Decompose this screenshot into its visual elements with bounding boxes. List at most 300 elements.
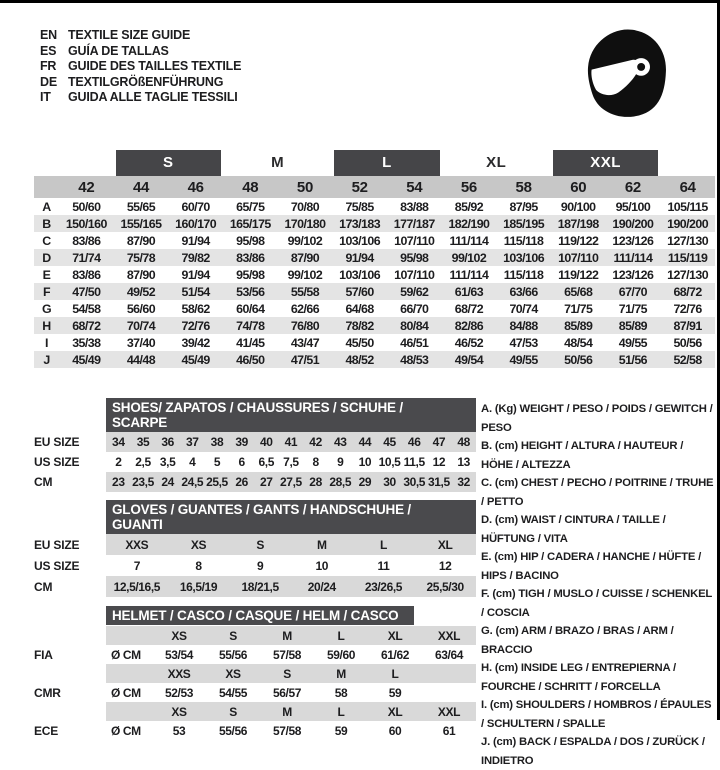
measure-row — [34, 249, 715, 266]
measure-cell: 49/55 — [618, 335, 648, 350]
shoes-table — [34, 398, 476, 492]
measure-letter: I — [45, 335, 48, 350]
helmet-unit-label: Ø CM — [111, 723, 141, 738]
measure-cell: 70/74 — [509, 301, 538, 316]
shoes-title-row — [34, 398, 476, 432]
size-band-row — [34, 150, 715, 176]
measure-cell: 87/90 — [126, 233, 156, 248]
helmet-row — [34, 721, 476, 740]
helmet-cell: 60 — [388, 723, 402, 738]
language-row — [34, 75, 241, 91]
measure-cell: 185/195 — [496, 215, 551, 232]
shoes-cell: 38 — [205, 432, 230, 452]
measure-cell: 76/80 — [278, 317, 333, 334]
measure-cell: 49/54 — [442, 351, 497, 368]
helmet-cell: XL — [368, 626, 422, 645]
measure-cell: 70/80 — [290, 199, 320, 214]
measure-cell: 46/51 — [400, 335, 429, 350]
shoes-cell: 23,5 — [131, 472, 156, 492]
size-header-cell: 64 — [660, 176, 715, 198]
helmet-row-label — [34, 702, 106, 721]
size-header-cell: 44 — [114, 176, 169, 198]
measure-cell: 165/175 — [223, 215, 278, 232]
guide-title: GUÍA DE TALLAS — [68, 43, 169, 58]
shoes-cell: 30 — [377, 472, 402, 492]
measure-cell: 155/165 — [114, 215, 169, 232]
measure-cell: 50/60 — [72, 199, 101, 214]
measure-cell: 49/55 — [496, 351, 551, 368]
racing-helmet-icon — [582, 28, 672, 120]
language-row — [34, 28, 241, 44]
size-header-corner — [34, 176, 59, 198]
measure-cell: 52/58 — [660, 351, 715, 368]
shoes-cell: 35 — [131, 432, 156, 452]
measure-cell: 55/65 — [126, 199, 156, 214]
size-header-cell: 56 — [442, 176, 497, 198]
measure-letter: C — [42, 233, 51, 248]
size-header-cell: 42 — [59, 176, 114, 198]
measure-cell: 83/88 — [400, 199, 429, 214]
legend-item: A. (Kg) WEIGHT / PESO / POIDS / GEWITCH / PESO — [481, 403, 713, 434]
helmet-cell — [422, 664, 476, 683]
size-band-cell — [551, 150, 660, 176]
shoes-cell: 23 — [106, 472, 131, 492]
measure-cell: 91/94 — [181, 233, 210, 248]
gloves-cell: S — [229, 534, 291, 555]
helmet-cell: 61/62 — [380, 647, 410, 662]
measure-cell: 190/200 — [660, 215, 715, 232]
shoes-cell: 5 — [213, 455, 221, 469]
gloves-section-title: GLOVES / GUANTES / GANTS / HANDSCHUHE / GUANTI — [106, 500, 476, 534]
measure-cell: 62/66 — [290, 301, 320, 316]
measure-cell: 60/64 — [236, 301, 265, 316]
helmet-row-label — [34, 664, 106, 683]
helmet-cell: XS — [152, 626, 206, 645]
measure-cell: 68/72 — [454, 301, 484, 316]
gloves-cell: 20/24 — [291, 576, 353, 597]
measure-cell: 107/110 — [394, 267, 435, 282]
shoes-row — [34, 452, 476, 472]
measure-cell: 150/160 — [59, 215, 114, 232]
measure-cell: 56/60 — [126, 301, 156, 316]
helmet-cell: M — [314, 664, 368, 683]
helmet-title-row — [34, 605, 476, 626]
helmet-cell: L — [368, 664, 422, 683]
helmet-cell: XS — [206, 664, 260, 683]
size-band-cell — [442, 150, 551, 176]
language-code: EN — [40, 28, 57, 42]
size-header-row — [34, 176, 715, 198]
size-band-label: M — [271, 154, 285, 171]
measure-cell: 64/68 — [345, 301, 374, 316]
textile-size-guide-page — [0, 3, 717, 767]
helmet-row-label: ECE — [34, 723, 59, 738]
measure-cell: 123/126 — [612, 233, 654, 248]
helmet-cell: 55/56 — [218, 723, 248, 738]
gloves-cell: 7 — [133, 558, 140, 573]
measure-cell: 43/47 — [290, 335, 320, 350]
helmet-cell: 57/58 — [272, 723, 302, 738]
size-header-cell: 62 — [606, 176, 661, 198]
gloves-cell: M — [291, 534, 353, 555]
measure-row — [34, 351, 715, 368]
measure-cell: 95/98 — [236, 233, 265, 248]
measure-cell: 127/130 — [667, 267, 709, 282]
helmet-cell: 53/54 — [164, 647, 194, 662]
shoes-cell: 46 — [402, 432, 427, 452]
measure-cell: 78/82 — [332, 317, 387, 334]
shoes-cell: 26 — [229, 472, 254, 492]
measure-cell: 49/52 — [114, 283, 169, 300]
helmet-cell: 59 — [388, 685, 402, 700]
measure-cell: 63/66 — [496, 283, 551, 300]
measure-cell: 46/52 — [454, 335, 484, 350]
language-row — [34, 59, 241, 75]
shoes-row — [34, 432, 476, 452]
size-header-cell: 54 — [387, 176, 442, 198]
lower-sections — [34, 398, 717, 770]
measure-letter: A — [42, 199, 51, 214]
shoes-row-label: US SIZE — [34, 455, 80, 469]
measure-cell: 85/92 — [454, 199, 484, 214]
gloves-title-spacer — [34, 500, 106, 534]
gloves-row-label: US SIZE — [34, 558, 80, 573]
page-header — [34, 3, 717, 115]
legend-item: H. (cm) INSIDE LEG / ENTREPIERNA / FOURCHE / SCHRITT / FORCELLA — [481, 662, 676, 693]
helmet-cell — [422, 683, 476, 702]
helmet-cell: 57/58 — [272, 647, 302, 662]
helmet-section-title: HELMET / CASCO / CASQUE / HELM / CASCO — [106, 606, 414, 625]
gloves-cell: L — [353, 534, 415, 555]
measure-cell: 68/72 — [59, 317, 114, 334]
size-band-label — [660, 150, 715, 176]
gloves-row — [34, 576, 476, 597]
guide-title: GUIDA ALLE TAGLIE TESSILI — [68, 90, 238, 105]
legend-item: J. (cm) BACK / ESPALDA / DOS / ZURÜCK / INDIETRO — [481, 736, 705, 767]
helmet-cell: XXL — [422, 702, 476, 721]
gloves-section — [34, 500, 476, 597]
legend-item: E. (cm) HIP / CADERA / HANCHE / HÜFTE / HIPS / BACINO — [481, 551, 702, 582]
measure-cell: 75/78 — [114, 249, 169, 266]
measure-cell: 71/75 — [618, 301, 648, 316]
measure-cell: 71/75 — [564, 301, 593, 316]
size-band-cell — [114, 150, 223, 176]
helmet-cell: S — [206, 702, 260, 721]
measure-cell: 87/91 — [660, 317, 715, 334]
shoes-cell: 48 — [451, 432, 476, 452]
shoes-cell: 25,5 — [205, 472, 230, 492]
measure-row — [34, 317, 715, 334]
shoes-cell: 13 — [457, 455, 470, 469]
measure-cell: 105/115 — [667, 199, 708, 214]
measure-cell: 103/106 — [496, 249, 551, 266]
measure-cell: 160/170 — [168, 215, 223, 232]
gloves-title-row — [34, 500, 476, 534]
helmet-cell: 55/56 — [218, 647, 248, 662]
measure-cell: 50/56 — [551, 351, 606, 368]
gloves-cell: 18/21,5 — [229, 576, 291, 597]
measure-cell: 107/110 — [394, 233, 435, 248]
gloves-cell: 16,5/19 — [168, 576, 230, 597]
gloves-table — [34, 500, 476, 597]
gloves-cell: XL — [414, 534, 476, 555]
helmet-row — [34, 702, 476, 721]
shoes-cell: 3,5 — [159, 455, 176, 469]
measure-cell: 47/51 — [278, 351, 333, 368]
measure-cell: 177/187 — [387, 215, 442, 232]
measure-cell: 83/86 — [223, 249, 278, 266]
shoes-cell: 24 — [155, 472, 180, 492]
helmet-row — [34, 664, 476, 683]
measure-cell: 74/78 — [223, 317, 278, 334]
measure-cell: 47/53 — [509, 335, 538, 350]
measure-cell: 90/100 — [560, 199, 596, 214]
measure-cell: 65/68 — [551, 283, 606, 300]
helmet-unit-label — [106, 664, 152, 683]
measure-cell: 95/98 — [387, 249, 442, 266]
measure-cell: 48/53 — [387, 351, 442, 368]
size-header-cell: 60 — [551, 176, 606, 198]
guide-title: TEXTILGRÖßENFÜHRUNG — [68, 74, 224, 89]
shoes-row — [34, 472, 476, 492]
shoes-section-title: SHOES/ ZAPATOS / CHAUSSURES / SCHUHE / SCARPE — [106, 398, 476, 432]
measure-cell: 111/114 — [449, 267, 489, 282]
measure-cell: 60/70 — [181, 199, 210, 214]
helmet-unit-label: Ø CM — [111, 647, 141, 662]
shoes-cell: 40 — [254, 432, 279, 452]
language-code: FR — [40, 59, 57, 74]
measure-cell: 99/102 — [287, 233, 323, 248]
measure-cell: 111/114 — [606, 249, 661, 266]
helmet-cell: M — [260, 702, 314, 721]
helmet-cell: S — [260, 664, 314, 683]
shoes-cell: 29 — [353, 472, 378, 492]
measure-cell: 61/63 — [442, 283, 497, 300]
legend-item: C. (cm) CHEST / PECHO / POITRINE / TRUHE / PETTO — [481, 477, 714, 508]
shoes-title-spacer — [34, 398, 106, 432]
gloves-cell: 25,5/30 — [414, 576, 476, 597]
measure-cell: 99/102 — [287, 267, 323, 282]
guide-title: TEXTILE SIZE GUIDE — [68, 28, 191, 42]
measure-row — [34, 334, 715, 351]
measure-cell: 83/86 — [72, 267, 101, 282]
measure-cell: 85/89 — [606, 317, 661, 334]
helmet-cell: 52/53 — [164, 685, 194, 700]
measure-cell: 79/82 — [168, 249, 223, 266]
language-code: DE — [40, 74, 57, 89]
helmet-unit-label — [106, 702, 152, 721]
guide-title: GUIDE DES TAILLES TEXTILE — [68, 59, 242, 74]
shoes-cell: 2 — [115, 455, 122, 469]
textile-size-table — [34, 150, 715, 368]
shoes-title-cell — [106, 398, 476, 432]
measure-cell: 54/58 — [72, 301, 101, 316]
measure-row — [34, 232, 715, 249]
measure-cell: 84/88 — [496, 317, 551, 334]
legend-item: G. (cm) ARM / BRAZO / BRAS / ARM / BRACCIO — [481, 625, 674, 656]
measure-letter: G — [41, 301, 52, 316]
size-band-label — [34, 150, 114, 176]
size-band-cell — [660, 150, 715, 176]
measure-cell: 91/94 — [181, 267, 210, 282]
measure-cell: 68/72 — [660, 283, 715, 300]
shoes-cell: 8 — [312, 455, 319, 469]
measure-cell: 70/74 — [114, 317, 169, 334]
measure-cell: 123/126 — [612, 267, 654, 282]
measure-cell: 72/76 — [168, 317, 223, 334]
measure-cell: 48/52 — [332, 351, 387, 368]
shoes-cell: 6 — [238, 455, 245, 469]
helmet-cell: 58 — [334, 685, 348, 700]
size-band-cell — [34, 150, 114, 176]
size-header-cell: 58 — [496, 176, 551, 198]
shoes-cell: 47 — [427, 432, 452, 452]
measure-cell: 66/70 — [400, 301, 429, 316]
language-row — [34, 90, 241, 106]
measure-cell: 85/89 — [551, 317, 606, 334]
measure-cell: 87/90 — [278, 249, 333, 266]
helmet-cell: 61 — [442, 723, 456, 738]
measure-letter: H — [34, 317, 59, 334]
gloves-row-label: EU SIZE — [34, 537, 80, 552]
measure-cell: 127/130 — [667, 233, 709, 248]
gloves-row — [34, 555, 476, 576]
shoes-cell: 44 — [353, 432, 378, 452]
measure-cell: 82/86 — [442, 317, 497, 334]
measure-cell: 65/75 — [236, 199, 265, 214]
measure-cell: 87/90 — [126, 267, 156, 282]
helmet-cell: 54/55 — [218, 685, 248, 700]
shoes-cell: 39 — [229, 432, 254, 452]
measure-cell: 75/85 — [345, 199, 374, 214]
gloves-cell: XXS — [106, 534, 168, 555]
shoes-section — [34, 398, 476, 492]
measure-cell: 91/94 — [332, 249, 387, 266]
measure-cell: 115/118 — [503, 267, 544, 282]
size-band-label: XL — [486, 154, 507, 171]
measure-cell: 83/86 — [72, 233, 101, 248]
shoes-cell: 28,5 — [328, 472, 353, 492]
helmet-cell: XS — [152, 702, 206, 721]
shoes-row-label: EU SIZE — [34, 435, 80, 449]
shoes-cell: 11,5 — [403, 455, 425, 469]
measure-cell: 115/119 — [660, 249, 715, 266]
helmet-row — [34, 626, 476, 645]
measure-row — [34, 215, 715, 232]
shoes-cell: 32 — [451, 472, 476, 492]
legend-item: F. (cm) TIGH / MUSLO / CUISSE / SCHENKEL / COSCIA — [481, 588, 712, 619]
shoes-cell: 24,5 — [180, 472, 205, 492]
helmet-title-spacer — [34, 605, 106, 626]
size-header-cell: 52 — [332, 176, 387, 198]
shoes-cell: 43 — [328, 432, 353, 452]
helmet-unit-label — [106, 626, 152, 645]
gloves-title-cell — [106, 500, 476, 534]
measure-cell: 111/114 — [449, 233, 489, 248]
shoes-cell: 4 — [189, 455, 196, 469]
size-header-cell: 48 — [223, 176, 278, 198]
measure-row — [34, 283, 715, 300]
measure-cell: 71/74 — [59, 249, 114, 266]
measure-cell: 46/50 — [223, 351, 278, 368]
measure-row — [34, 300, 715, 317]
shoes-cell: 10,5 — [378, 455, 401, 469]
measure-cell: 47/50 — [59, 283, 114, 300]
measure-cell: 182/190 — [442, 215, 497, 232]
shoes-cell: 41 — [279, 432, 304, 452]
measure-cell: 53/56 — [223, 283, 278, 300]
shoes-cell: 45 — [377, 432, 402, 452]
measure-letter: E — [42, 267, 51, 282]
language-title-list — [34, 28, 241, 115]
measure-cell: 39/42 — [181, 335, 210, 350]
helmet-row-label: CMR — [34, 685, 61, 700]
helmet-cell: XL — [368, 702, 422, 721]
measure-cell: 45/49 — [59, 351, 114, 368]
shoes-row-label: CM — [34, 475, 53, 489]
measure-letter: F — [34, 283, 59, 300]
shoes-cell: 31,5 — [427, 472, 452, 492]
shoes-cell: 6,5 — [258, 455, 274, 469]
shoes-cell: 27,5 — [279, 472, 304, 492]
size-band-cell — [332, 150, 441, 176]
gloves-cell: XS — [168, 534, 230, 555]
measure-letter: D — [34, 249, 59, 266]
measure-cell: 115/118 — [503, 233, 544, 248]
measure-cell: 35/38 — [72, 335, 101, 350]
shoes-cell: 37 — [180, 432, 205, 452]
size-band-label: L — [334, 150, 439, 176]
measurement-legend — [481, 398, 717, 770]
shoes-cell: 34 — [106, 432, 131, 452]
gloves-row-label: CM — [34, 579, 53, 594]
measure-cell: 59/62 — [387, 283, 442, 300]
gloves-row — [34, 534, 476, 555]
measure-letter: J — [34, 351, 59, 368]
measure-cell: 87/95 — [509, 199, 538, 214]
helmet-unit-label: Ø CM — [111, 685, 141, 700]
measure-cell: 95/98 — [236, 267, 265, 282]
measure-cell: 51/56 — [606, 351, 661, 368]
size-header-cell: 46 — [168, 176, 223, 198]
measure-cell: 170/180 — [278, 215, 333, 232]
measure-cell: 41/45 — [236, 335, 265, 350]
measure-row — [34, 266, 715, 283]
measure-row — [34, 198, 715, 215]
measure-cell: 80/84 — [387, 317, 442, 334]
size-header-cell: 50 — [278, 176, 333, 198]
helmet-cell: L — [314, 702, 368, 721]
measure-cell: 95/100 — [615, 199, 651, 214]
measure-cell: 190/200 — [606, 215, 661, 232]
measure-cell: 37/40 — [126, 335, 156, 350]
helmet-cell: L — [314, 626, 368, 645]
measure-cell: 50/56 — [673, 335, 702, 350]
helmet-cell: 59 — [334, 723, 348, 738]
measure-cell: 103/106 — [339, 267, 381, 282]
measure-cell: 173/183 — [332, 215, 387, 232]
helmet-row-label: FIA — [34, 647, 53, 662]
language-code: IT — [40, 90, 51, 105]
legend-item: D. (cm) WAIST / CINTURA / TAILLE / HÜFTUNG / VITA — [481, 514, 666, 545]
gloves-cell: 12 — [438, 558, 452, 573]
gloves-cell: 23/26,5 — [353, 576, 415, 597]
shoes-cell: 7,5 — [283, 455, 299, 469]
helmet-row — [34, 645, 476, 664]
helmet-row — [34, 683, 476, 702]
gloves-cell: 11 — [377, 558, 390, 573]
helmet-title-cell — [106, 605, 476, 626]
